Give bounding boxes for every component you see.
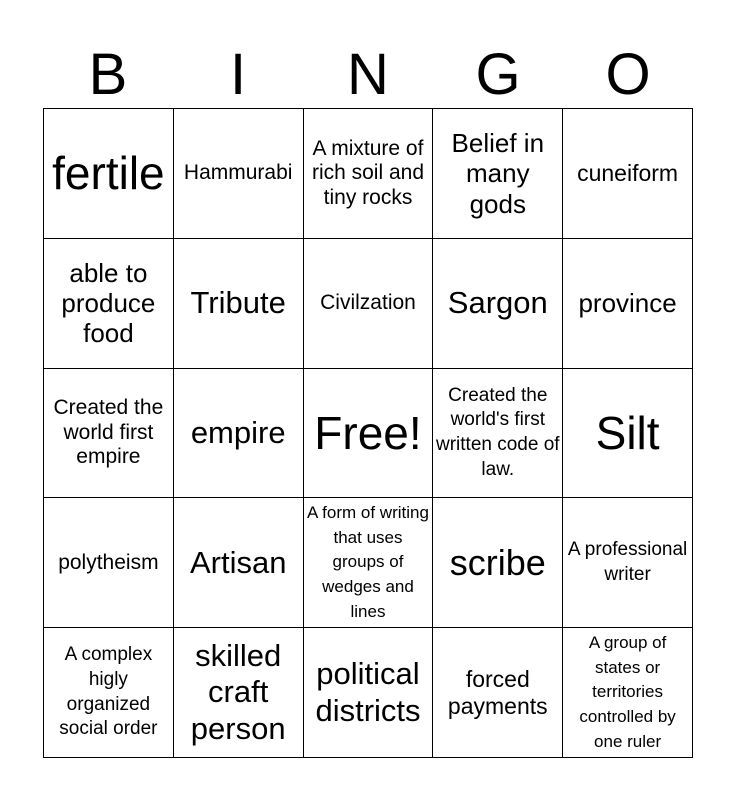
cell-text: skilled craft person xyxy=(190,638,286,746)
cell-text: scribe xyxy=(449,541,546,583)
cell-text: Free! xyxy=(314,406,422,459)
bingo-cell[interactable] xyxy=(433,369,563,499)
cell-text: A mixture of rich soil and tiny rocks xyxy=(311,136,425,209)
cell-text: Sargon xyxy=(447,285,548,321)
cell-text: Artisan xyxy=(189,544,287,580)
bingo-cell[interactable] xyxy=(174,239,304,369)
bingo-cell[interactable] xyxy=(433,109,563,239)
cell-text: fertile xyxy=(52,147,165,200)
bingo-cell[interactable] xyxy=(44,109,174,239)
bingo-cell[interactable] xyxy=(174,369,304,499)
bingo-cell[interactable] xyxy=(44,239,174,369)
cell-text: A complex higly organized social order xyxy=(59,644,158,740)
bingo-cell[interactable] xyxy=(174,628,304,758)
title-letter-g: G xyxy=(475,42,521,107)
bingo-cell[interactable] xyxy=(174,498,304,628)
cell-text: cuneiform xyxy=(577,159,679,186)
cell-text: forced payments xyxy=(447,665,548,719)
bingo-cell[interactable] xyxy=(44,498,174,628)
cell-text: Civilzation xyxy=(320,290,416,314)
cell-text: able to produce food xyxy=(61,257,156,349)
cell-text: Created the world's first written code of law. xyxy=(436,384,560,480)
cell-text: political districts xyxy=(315,656,421,728)
bingo-cell[interactable] xyxy=(44,628,174,758)
bingo-cell[interactable] xyxy=(304,239,434,369)
cell-text: polytheism xyxy=(58,550,159,574)
bingo-cell[interactable] xyxy=(304,498,434,628)
free-space[interactable] xyxy=(304,369,434,499)
bingo-cell[interactable] xyxy=(433,628,563,758)
bingo-title xyxy=(43,40,693,108)
bingo-board xyxy=(43,108,693,758)
cell-text: A professional writer xyxy=(567,539,688,585)
bingo-cell[interactable] xyxy=(304,628,434,758)
bingo-cell[interactable] xyxy=(304,109,434,239)
bingo-cell[interactable] xyxy=(563,628,693,758)
cell-text: Belief in many gods xyxy=(451,127,545,219)
cell-text: province xyxy=(578,287,677,318)
cell-text: Silt xyxy=(595,406,660,459)
bingo-cell[interactable] xyxy=(174,109,304,239)
cell-text: A form of writing that uses groups of wedges and lines xyxy=(307,503,429,621)
bingo-cell[interactable] xyxy=(563,498,693,628)
cell-text: A group of states or territories controlled by one ruler xyxy=(579,632,676,751)
cell-text: Tribute xyxy=(190,285,286,321)
title-letter-n: N xyxy=(347,42,389,107)
bingo-cell[interactable] xyxy=(563,109,693,239)
bingo-cell[interactable] xyxy=(433,239,563,369)
bingo-cell[interactable] xyxy=(433,498,563,628)
cell-text: Hammurabi xyxy=(183,161,293,185)
bingo-cell[interactable] xyxy=(563,369,693,499)
title-letter-o: O xyxy=(605,42,651,107)
title-letter-i: I xyxy=(229,42,247,107)
title-letter-b: B xyxy=(88,42,128,107)
bingo-cell[interactable] xyxy=(563,239,693,369)
bingo-cell[interactable] xyxy=(44,369,174,499)
cell-text: empire xyxy=(190,414,286,450)
cell-text: Created the world first empire xyxy=(53,396,164,469)
